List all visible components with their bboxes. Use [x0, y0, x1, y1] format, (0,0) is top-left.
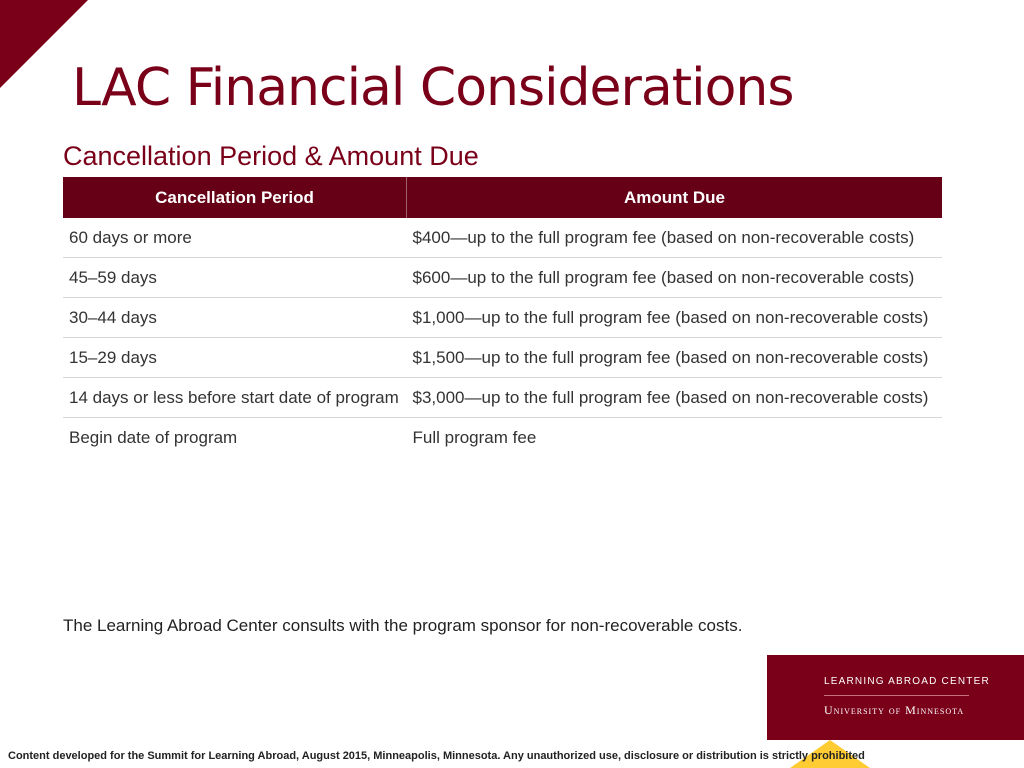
slide-title: LAC Financial Considerations	[72, 58, 794, 118]
period-cell: 14 days or less before start date of program	[63, 378, 407, 418]
logo-line-umn: University of Minnesota	[824, 703, 965, 717]
period-cell: 60 days or more	[63, 218, 407, 258]
amount-cell: $3,000—up to the full program fee (based on non-recoverable costs)	[407, 378, 943, 418]
footer-disclaimer: Content developed for the Summit for Learning Abroad, August 2015, Minneapolis, Minnesota. Any unauthorized use, disclosure or distribution is strictly prohibited	[8, 750, 865, 762]
amount-cell: Full program fee	[412, 428, 537, 447]
table-subtitle: Cancellation Period & Amount Due	[63, 141, 479, 171]
table-header-row	[63, 177, 942, 218]
logo-line-lac: LEARNING ABROAD CENTER	[824, 676, 990, 687]
logo-divider	[824, 695, 969, 696]
table-row	[63, 378, 942, 418]
header-cancellation-period: Cancellation Period	[63, 177, 407, 218]
period-cell: Begin date of program	[69, 428, 238, 447]
table-note: The Learning Abroad Center consults with the program sponsor for non-recoverable costs.	[63, 616, 743, 635]
amount-cell: $1,500—up to the full program fee (based on non-recoverable costs)	[407, 338, 943, 378]
amount-cell: $600—up to the full program fee (based on non-recoverable costs)	[407, 258, 943, 298]
table-row	[63, 258, 942, 298]
amount-cell: $1,000—up to the full program fee (based on non-recoverable costs)	[407, 298, 943, 338]
period-cell: 15–29 days	[63, 338, 407, 378]
cancellation-table	[63, 177, 942, 457]
header-amount-due: Amount Due	[407, 177, 943, 218]
amount-cell: $400—up to the full program fee (based on non-recoverable costs)	[407, 218, 943, 258]
table-row	[63, 338, 942, 378]
period-cell: 30–44 days	[63, 298, 407, 338]
table-row	[63, 218, 942, 258]
table-row	[63, 418, 942, 458]
lac-logo	[767, 655, 1024, 740]
period-cell: 45–59 days	[63, 258, 407, 298]
table-row	[63, 298, 942, 338]
